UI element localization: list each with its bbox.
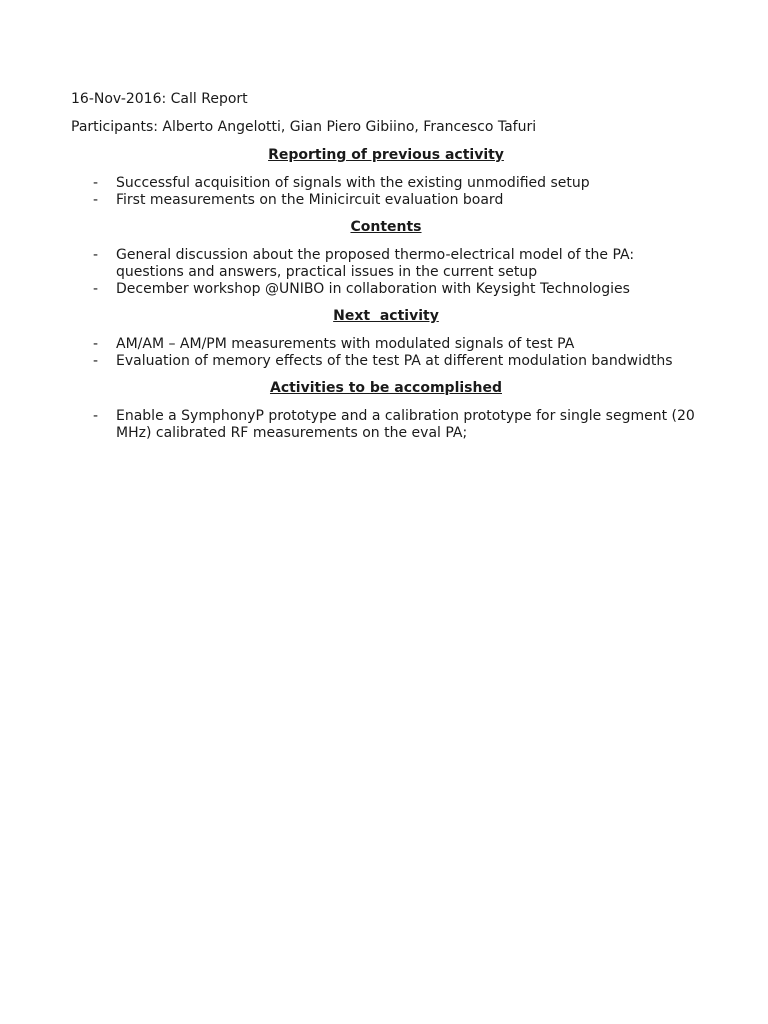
participants-line: Participants: Alberto Angelotti, Gian Piero Gibiino, Francesco Tafuri	[71, 119, 537, 135]
section-activities-to-accomplish	[71, 379, 701, 442]
list-item	[71, 281, 701, 298]
section-heading: Contents	[350, 219, 422, 235]
bullet-list	[71, 408, 701, 442]
dash-bullet: -	[93, 247, 99, 263]
dash-bullet: -	[93, 175, 99, 191]
bullet-list	[71, 247, 701, 298]
section-heading: Next activity	[333, 308, 439, 324]
dash-bullet: -	[93, 192, 99, 208]
dash-bullet: -	[93, 408, 99, 424]
dash-bullet: -	[93, 353, 99, 369]
report-title: 16-Nov-2016: Call Report	[71, 91, 248, 107]
list-item	[71, 192, 701, 209]
list-item	[71, 408, 701, 442]
list-item-text: First measurements on the Minicircuit evaluation board	[116, 192, 504, 208]
list-item-text: Enable a SymphonyP prototype and a calibration prototype for single segment (20 MHz) calibrated RF measurements on the eval PA;	[116, 408, 695, 441]
section-reporting	[71, 146, 701, 209]
document-page	[71, 90, 701, 451]
list-item-text: Evaluation of memory effects of the test PA at different modulation bandwidths	[116, 353, 673, 369]
list-item	[71, 353, 701, 370]
list-item	[71, 247, 701, 281]
section-heading: Reporting of previous activity	[268, 147, 504, 163]
dash-bullet: -	[93, 336, 99, 352]
bullet-list	[71, 336, 701, 370]
dash-bullet: -	[93, 281, 99, 297]
list-item-text: General discussion about the proposed thermo-electrical model of the PA: questions and answers, practical issues in the current setup	[116, 247, 635, 280]
list-item	[71, 336, 701, 353]
list-item-text: AM/AM – AM/PM measurements with modulated signals of test PA	[116, 336, 575, 352]
section-contents	[71, 218, 701, 298]
list-item-text: Successful acquisition of signals with the existing unmodified setup	[116, 175, 590, 191]
section-next-activity	[71, 307, 701, 370]
section-heading: Activities to be accomplished	[269, 380, 502, 396]
list-item	[71, 175, 701, 192]
bullet-list	[71, 175, 701, 209]
list-item-text: December workshop @UNIBO in collaboration with Keysight Technologies	[116, 281, 630, 297]
